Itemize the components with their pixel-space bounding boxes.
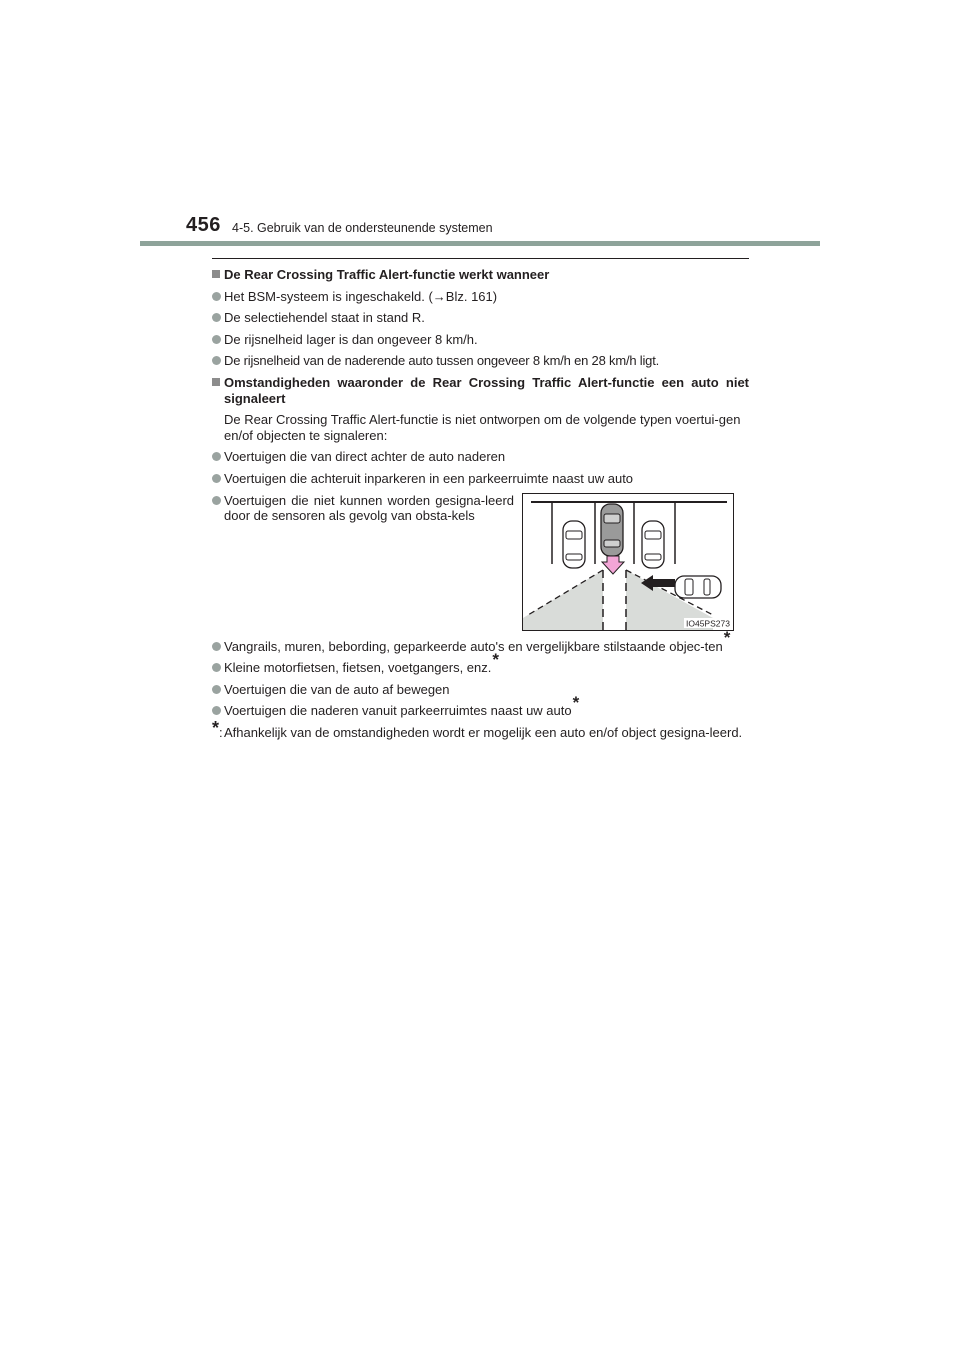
list-item-text: De rijsnelheid van de naderende auto tussen ongeveer 8 km/h en 28 km/h ligt.	[224, 353, 660, 369]
list-item-text: Voertuigen die van direct achter de auto naderen	[224, 449, 506, 465]
asterisk-marker: *	[492, 649, 500, 669]
list-item	[212, 493, 514, 524]
content-divider	[212, 258, 749, 259]
parking-diagram-svg	[523, 494, 733, 630]
list-item	[212, 682, 749, 698]
page-content	[212, 267, 749, 741]
list-item	[212, 289, 749, 305]
square-bullet-icon	[212, 270, 220, 278]
list-item	[212, 310, 749, 326]
round-bullet-icon	[212, 313, 221, 322]
parked-car-right	[642, 521, 664, 568]
list-item-text: Vangrails, muren, bebording, geparkeerde auto's en vergelijkbare stilstaande objec-ten	[224, 638, 723, 654]
asterisk-marker: *	[572, 692, 580, 712]
figure-code: IO45PS273	[686, 618, 730, 629]
footnote-colon: :	[219, 724, 223, 740]
section-title: 4-5. Gebruik van de ondersteunende systemen	[232, 221, 493, 235]
list-item	[212, 449, 749, 465]
round-bullet-icon	[212, 642, 221, 651]
list-item	[212, 692, 749, 719]
approaching-car	[675, 576, 721, 598]
round-bullet-icon	[212, 496, 221, 505]
figure-row	[212, 493, 749, 633]
round-bullet-icon	[212, 474, 221, 483]
round-bullet-icon	[212, 663, 221, 672]
parked-car-left	[563, 521, 585, 568]
list-item	[212, 471, 749, 487]
footnote-asterisk: *	[212, 717, 220, 738]
round-bullet-icon	[212, 452, 221, 461]
round-bullet-icon	[212, 335, 221, 344]
list-item	[212, 628, 749, 655]
square-bullet-icon	[212, 378, 220, 386]
intro-paragraph: De Rear Crossing Traffic Alert-functie is niet ontworpen om de volgende typen voertui-gen en/of objecten te signaleren:	[224, 412, 741, 443]
list-item-text: De selectiehendel staat in stand R.	[224, 310, 425, 326]
round-bullet-icon	[212, 292, 221, 301]
footnote-text: Afhankelijk van de omstandigheden wordt er mogelijk een auto en/of object gesigna-leerd.	[224, 724, 743, 740]
list-item-text: Voertuigen die achteruit inparkeren in een parkeerruimte naast uw auto	[224, 470, 634, 486]
section-heading-operating-conditions	[212, 267, 749, 283]
footnote	[212, 717, 749, 741]
list-item-text: Voertuigen die naderen vanuit parkeerruimtes naast uw auto	[224, 703, 572, 719]
section-heading-non-detection	[212, 375, 749, 406]
heading-text: De Rear Crossing Traffic Alert-functie werkt wanneer	[224, 267, 550, 282]
header-divider	[140, 241, 820, 246]
list-item	[212, 332, 749, 348]
list-item-text: Voertuigen die van de auto af bewegen	[224, 681, 450, 697]
detection-zone-left	[523, 570, 603, 630]
heading-text: Omstandigheden waaronder de Rear Crossing Traffic Alert-functie een auto niet signaleert	[224, 374, 749, 406]
asterisk-marker: *	[723, 628, 731, 648]
round-bullet-icon	[212, 685, 221, 694]
own-car	[601, 504, 623, 556]
reverse-direction-arrow	[602, 556, 624, 574]
list-item-text: Kleine motorfietsen, fietsen, voetgangers, enz.	[224, 660, 492, 676]
page-number: 456	[186, 214, 221, 236]
list-item-text: Het BSM-systeem is ingeschakeld. (→Blz. 161)	[224, 288, 498, 304]
round-bullet-icon	[212, 706, 221, 715]
list-item	[212, 353, 749, 369]
round-bullet-icon	[212, 356, 221, 365]
list-item	[212, 649, 749, 676]
list-item-text: Voertuigen die niet kunnen worden gesigna-leerd door de sensoren als gevolg van obsta-kels	[224, 492, 514, 524]
list-item-text: De rijsnelheid lager is dan ongeveer 8 km/h.	[224, 331, 478, 347]
parking-diagram	[522, 493, 734, 631]
